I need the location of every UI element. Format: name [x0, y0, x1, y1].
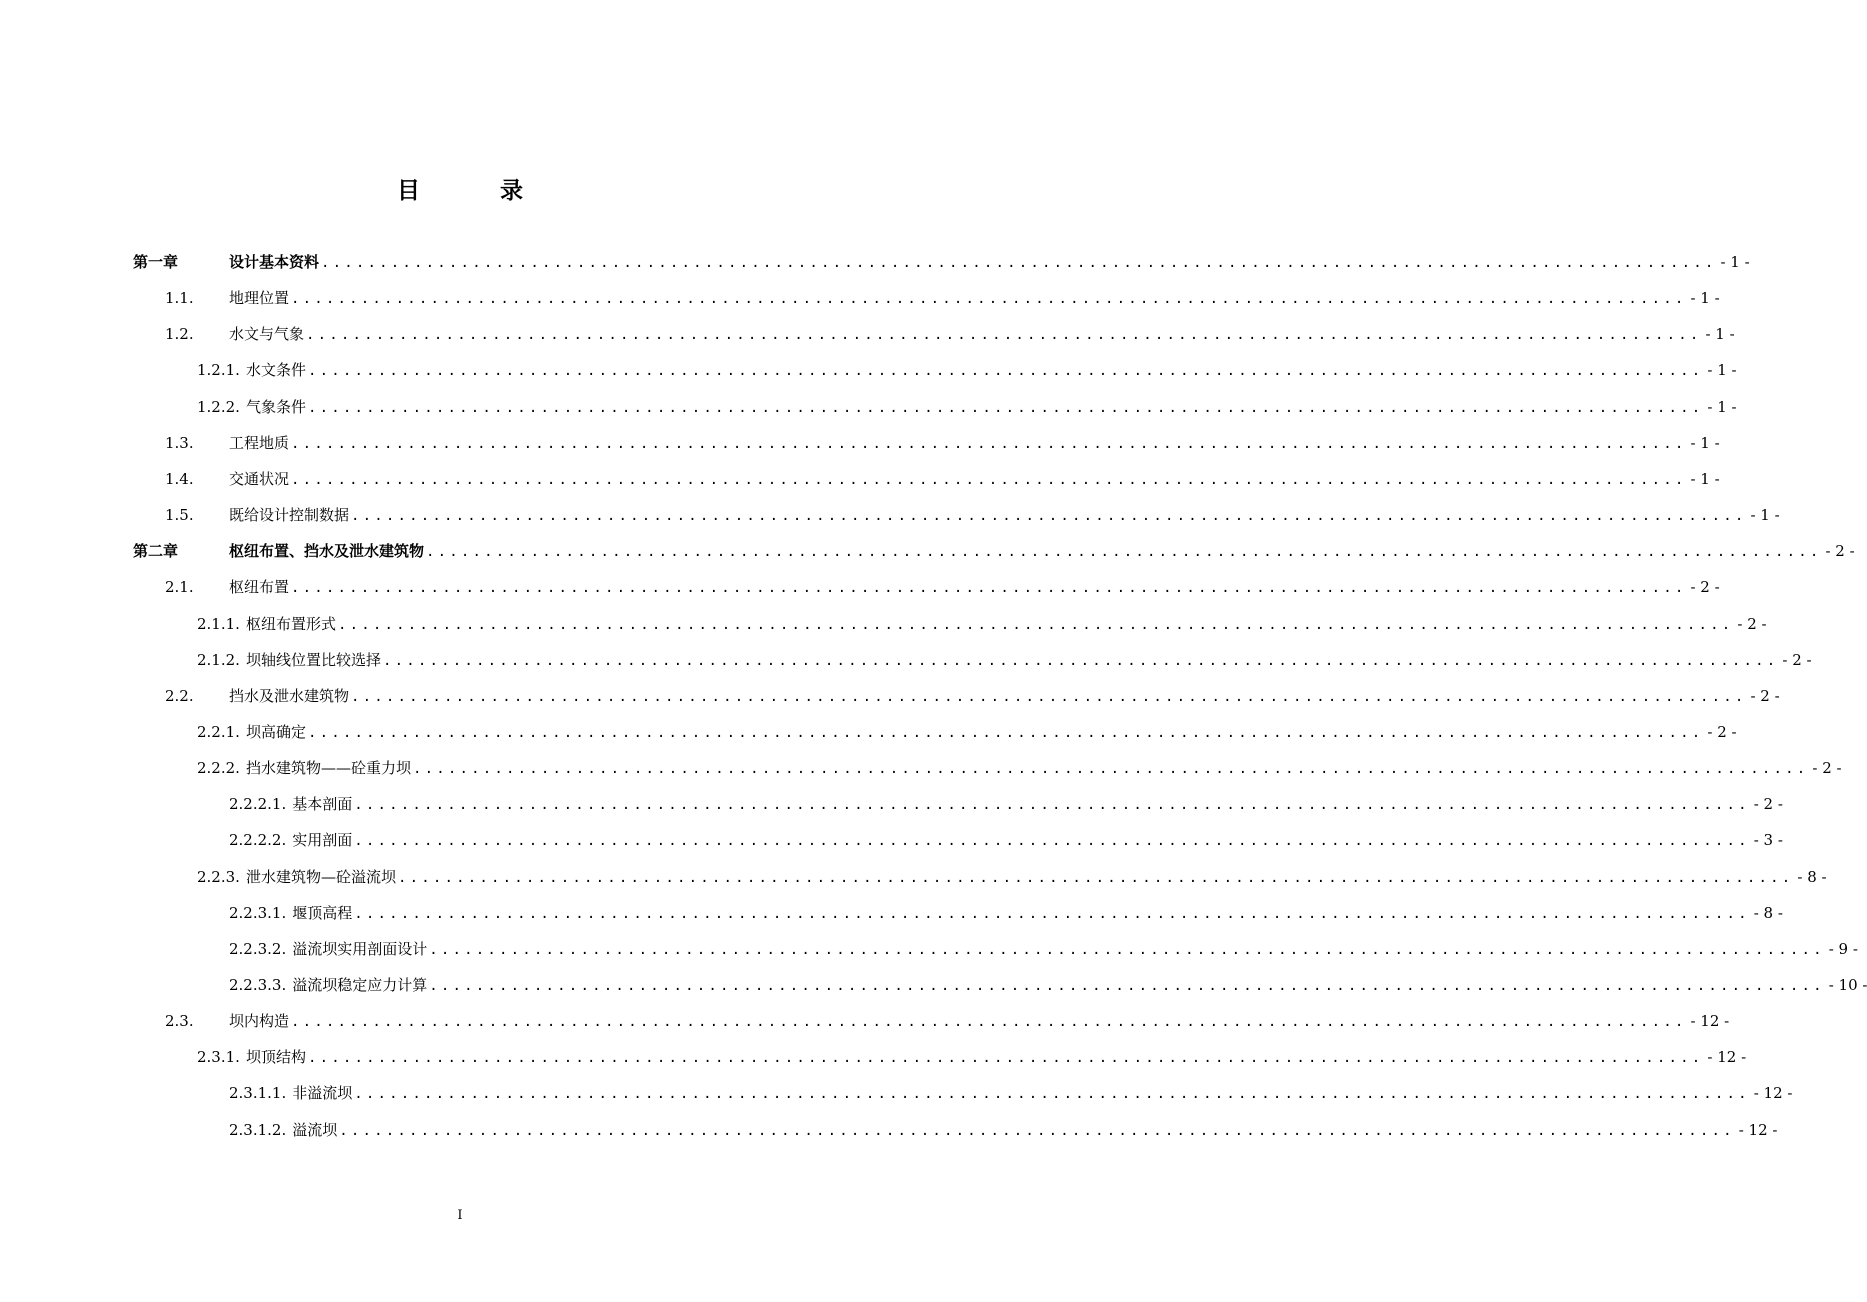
toc-entry-page: - 2 -: [1812, 759, 1842, 778]
toc-dot-leader: ........................................................................................................................: [429, 941, 1825, 958]
toc-entry-number: 2.2.2.: [197, 759, 240, 778]
toc-entry-title: 工程地质: [229, 433, 290, 452]
toc-entry-number: 2.2.1.: [197, 722, 240, 741]
toc-entry-title: 堰顶高程: [292, 903, 353, 922]
toc-entry-title: 水文条件: [245, 361, 306, 380]
toc-entry[interactable]: [197, 865, 1827, 889]
toc-entry-title: 挡水建筑物——砼重力坝: [245, 759, 411, 778]
toc-dot-leader: ........................................................................................................................: [307, 724, 1704, 741]
toc-entry-number: 2.2.: [165, 686, 194, 705]
toc-entry-title: 溢流坝: [292, 1120, 338, 1139]
toc-dot-leader: ........................................................................................................................: [354, 797, 1750, 814]
toc-entry[interactable]: [165, 503, 1780, 527]
toc-entry[interactable]: [229, 1118, 1778, 1142]
toc-entry-title: 枢纽布置、挡水及泄水建筑物: [229, 542, 425, 561]
toc-entry-page: - 2 -: [1753, 795, 1783, 814]
toc-dot-leader: ........................................................................................................................: [291, 1014, 1687, 1031]
toc-dot-leader: ........................................................................................................................: [321, 255, 1717, 271]
toc-dot-leader: ........................................................................................................................: [337, 616, 1734, 633]
toc-entry-title: 水文与气象: [229, 325, 305, 344]
toc-entry-title: 枢纽布置: [229, 578, 290, 597]
toc-entry-page: - 2 -: [1737, 614, 1767, 633]
toc-entry-title: 溢流坝实用剖面设计: [292, 939, 428, 958]
toc-entry[interactable]: [165, 467, 1720, 491]
toc-dot-leader: ........................................................................................................................: [351, 688, 1747, 705]
toc-entry[interactable]: [165, 575, 1720, 599]
toc-entry-title: 气象条件: [245, 397, 306, 416]
toc-entry-page: - 2 -: [1750, 686, 1780, 705]
toc-entry[interactable]: [229, 937, 1858, 961]
toc-dot-leader: ........................................................................................................................: [291, 435, 1687, 452]
toc-entry[interactable]: [229, 828, 1783, 852]
toc-entry-number: 2.3.1.1.: [229, 1084, 287, 1103]
toc-dot-leader: ........................................................................................................................: [397, 869, 1794, 886]
toc-entry-page: - 1 -: [1720, 253, 1750, 271]
toc-entry[interactable]: [229, 792, 1783, 816]
toc-dot-leader: ........................................................................................................................: [307, 399, 1704, 416]
toc-entry-page: - 1 -: [1690, 289, 1720, 308]
toc-entry-number: 2.2.2.1.: [229, 795, 287, 814]
toc-dot-leader: ........................................................................................................................: [426, 544, 1822, 561]
toc-entry-page: - 1 -: [1690, 469, 1720, 488]
toc-entry-title: 坝内构造: [229, 1012, 290, 1031]
toc-entry-page: - 1 -: [1707, 397, 1737, 416]
toc-entry[interactable]: [197, 720, 1737, 744]
toc-entry-number: 第二章: [133, 542, 179, 561]
toc-entry[interactable]: [197, 756, 1842, 780]
toc-entry-page: - 12 -: [1738, 1120, 1778, 1139]
toc-entry-title: 地理位置: [229, 289, 290, 308]
toc-entry-page: - 2 -: [1690, 578, 1720, 597]
toc-dot-leader: ........................................................................................................................: [307, 1050, 1704, 1067]
toc-entry-number: 1.2.1.: [197, 361, 240, 380]
toc-entry-number: 2.2.3.: [197, 867, 240, 886]
toc-dot-leader: ........................................................................................................................: [307, 363, 1704, 380]
toc-entry-page: - 12 -: [1690, 1012, 1730, 1031]
toc-entry-number: 2.3.: [165, 1012, 194, 1031]
toc-entry-number: 1.5.: [165, 506, 194, 525]
toc-entry[interactable]: [197, 395, 1737, 419]
toc-entry-number: 1.1.: [165, 289, 194, 308]
toc-entry-number: 1.4.: [165, 469, 194, 488]
toc-entry-page: - 1 -: [1705, 325, 1735, 344]
toc-entry[interactable]: [133, 250, 1750, 274]
toc-entry[interactable]: [165, 684, 1780, 708]
toc-entry[interactable]: [133, 539, 1855, 563]
toc-entry-title: 溢流坝稳定应力计算: [292, 976, 428, 994]
toc-entry-number: 2.2.3.2.: [229, 939, 287, 958]
toc-dot-leader: ........................................................................................................................: [291, 580, 1687, 597]
toc-entry-number: 1.2.: [165, 325, 194, 344]
toc-entry-title: 坝轴线位置比较选择: [245, 650, 381, 669]
toc-entry-title: 既给设计控制数据: [229, 506, 350, 525]
toc-entry[interactable]: [165, 322, 1735, 346]
toc-entry-title: 坝顶结构: [245, 1048, 306, 1067]
toc-entry-number: 2.2.3.1.: [229, 903, 287, 922]
footer-page-number: I: [457, 1208, 463, 1223]
toc-entry-number: 第一章: [133, 253, 179, 271]
toc-entry-title: 设计基本资料: [229, 253, 320, 271]
toc-dot-leader: ........................................................................................................................: [351, 508, 1747, 525]
toc-dot-leader: ........................................................................................................................: [339, 1122, 1735, 1139]
toc-entry[interactable]: [197, 358, 1737, 382]
toc-entry-number: 2.3.1.2.: [229, 1120, 287, 1139]
toc-entry-number: 2.2.2.2.: [229, 831, 287, 850]
toc-entry-page: - 2 -: [1825, 542, 1855, 561]
toc-entry-page: - 1 -: [1707, 361, 1737, 380]
toc-entry-page: - 8 -: [1753, 903, 1783, 922]
toc-entry-number: 2.1.1.: [197, 614, 240, 633]
toc-entry[interactable]: [197, 1045, 1747, 1069]
toc-entry-page: - 1 -: [1750, 506, 1780, 525]
toc-dot-leader: ........................................................................................................................: [412, 761, 1809, 778]
toc-entry[interactable]: [197, 612, 1767, 636]
toc-entry[interactable]: [229, 1081, 1793, 1105]
toc-dot-leader: ........................................................................................................................: [306, 327, 1702, 344]
toc-dot-leader: ........................................................................................................................: [291, 471, 1687, 488]
toc-entry-title: 坝高确定: [245, 722, 306, 741]
toc-entry[interactable]: [229, 901, 1783, 925]
toc-entry[interactable]: [165, 1009, 1730, 1033]
toc-entry-number: 2.1.2.: [197, 650, 240, 669]
toc-entry[interactable]: [165, 286, 1720, 310]
toc-entry-number: 1.3.: [165, 433, 194, 452]
toc-dot-leader: ........................................................................................................................: [382, 652, 1779, 669]
toc-dot-leader: ........................................................................................................................: [354, 833, 1750, 850]
toc-entry-number: 2.2.3.3.: [229, 976, 287, 994]
page-title: 目 录: [396, 178, 559, 204]
toc-entry-page: - 3 -: [1753, 831, 1783, 850]
toc-entry-number: 2.3.1.: [197, 1048, 240, 1067]
toc-entry-page: - 9 -: [1828, 939, 1858, 958]
toc-entry-page: - 8 -: [1797, 867, 1827, 886]
toc-entry-title: 交通状况: [229, 469, 290, 488]
toc-entry-page: - 1 -: [1690, 433, 1720, 452]
toc-dot-leader: ........................................................................................................................: [354, 905, 1750, 922]
toc-entry-number: 1.2.2.: [197, 397, 240, 416]
toc-entry-page: - 2 -: [1782, 650, 1812, 669]
toc-entry[interactable]: [229, 973, 1867, 997]
toc-entry-title: 实用剖面: [292, 831, 353, 850]
toc-entry[interactable]: [165, 431, 1720, 455]
toc-entry-number: 2.1.: [165, 578, 194, 597]
toc-dot-leader: ........................................................................................................................: [291, 291, 1687, 308]
toc-entry-title: 泄水建筑物—砼溢流坝: [245, 867, 396, 886]
toc-entry-page: - 2 -: [1707, 722, 1737, 741]
toc-entry-page: - 10 -: [1828, 976, 1867, 994]
toc-dot-leader: ........................................................................................................................: [354, 1086, 1750, 1103]
toc-entry-page: - 12 -: [1753, 1084, 1793, 1103]
toc-entry-page: - 12 -: [1707, 1048, 1747, 1067]
toc-entry[interactable]: [197, 648, 1812, 672]
toc-entry-title: 基本剖面: [292, 795, 353, 814]
toc-entry-title: 挡水及泄水建筑物: [229, 686, 350, 705]
toc-entry-title: 非溢流坝: [292, 1084, 353, 1103]
toc-dot-leader: ........................................................................................................................: [429, 978, 1825, 994]
toc-entry-title: 枢纽布置形式: [245, 614, 336, 633]
